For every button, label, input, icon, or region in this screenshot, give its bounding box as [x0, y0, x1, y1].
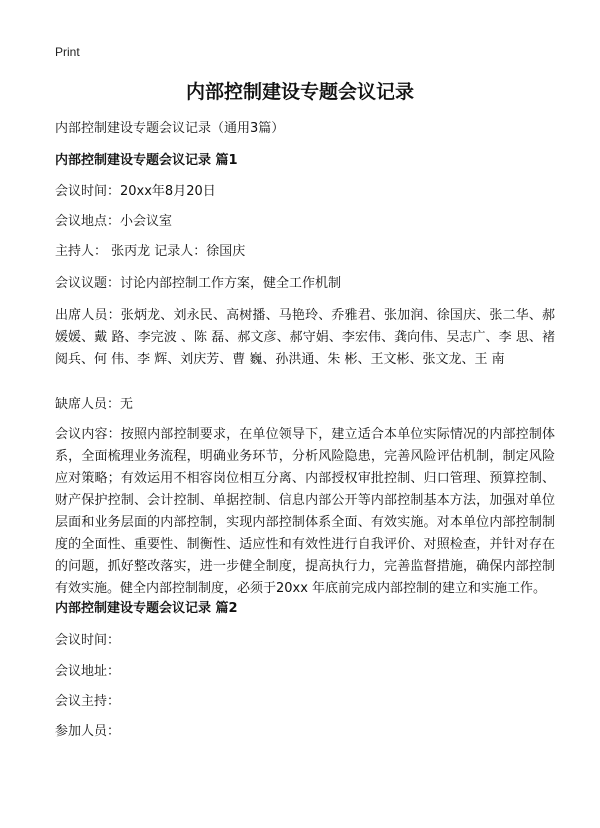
- section2-time: 会议时间：: [55, 633, 121, 648]
- section2-address: 会议地址：: [55, 664, 121, 679]
- print-link[interactable]: Print: [55, 45, 80, 59]
- section2-heading: 内部控制建设专题会议记录 篇2: [55, 601, 238, 616]
- document-subtitle: 内部控制建设专题会议记录（通用3篇）: [55, 121, 285, 136]
- meeting-time: 会议时间：20xx年8月20日: [55, 184, 216, 199]
- attendees-list: 出席人员：张炳龙、刘永民、高树播、马艳玲、乔雅君、张加润、徐国庆、张二华、郝媛媛、戴 路、李完波 、陈 磊、郝文彦、郝守娟、李宏伟、龚向伟、吴志广、李 思、褚阅兵、何 伟、李 辉、刘庆芳、曹 巍、孙洪通、朱 彬、王文彬、张文龙、王 南: [55, 308, 555, 367]
- section1-heading: 内部控制建设专题会议记录 篇1: [55, 153, 238, 168]
- meeting-topic: 会议议题：讨论内部控制工作方案，健全工作机制: [55, 276, 342, 291]
- meeting-host: 主持人： 张丙龙 记录人：徐国庆: [55, 244, 246, 259]
- meeting-place: 会议地点：小会议室: [55, 214, 173, 229]
- section2-attendees: 参加人员：: [55, 724, 121, 739]
- page-title: 内部控制建设专题会议记录: [185, 81, 414, 103]
- absent-list: 缺席人员：无: [55, 397, 134, 412]
- section2-host: 会议主持：: [55, 694, 121, 709]
- meeting-content: 会议内容：按照内部控制要求，在单位领导下，建立适合本单位实际情况的内部控制体系，全面梳理业务流程，明确业务环节，分析风险隐患，完善风险评估机制，制定风险应对策略；有效运用不相容岗位相互分离、内部授权审批控制、归口管理、预算控制、财产保护控制、会计控制、单据控制、信息内部公开等内部控制基本方法，加强对单位层面和业务层面的内部控制，实现内部控制体系全面、有效实施。对本单位内部控制制度的全面性、重要性、制衡性、适应性和有效性进行自我评价、对照检查，并针对存在的问题，抓好整改落实，进一步健全制度，提高执行力，完善监督措施，确保内部控制有效实施。健全内部控制制度，必须于20xx 年底前完成内部控制的建立和实施工作。: [55, 427, 555, 596]
